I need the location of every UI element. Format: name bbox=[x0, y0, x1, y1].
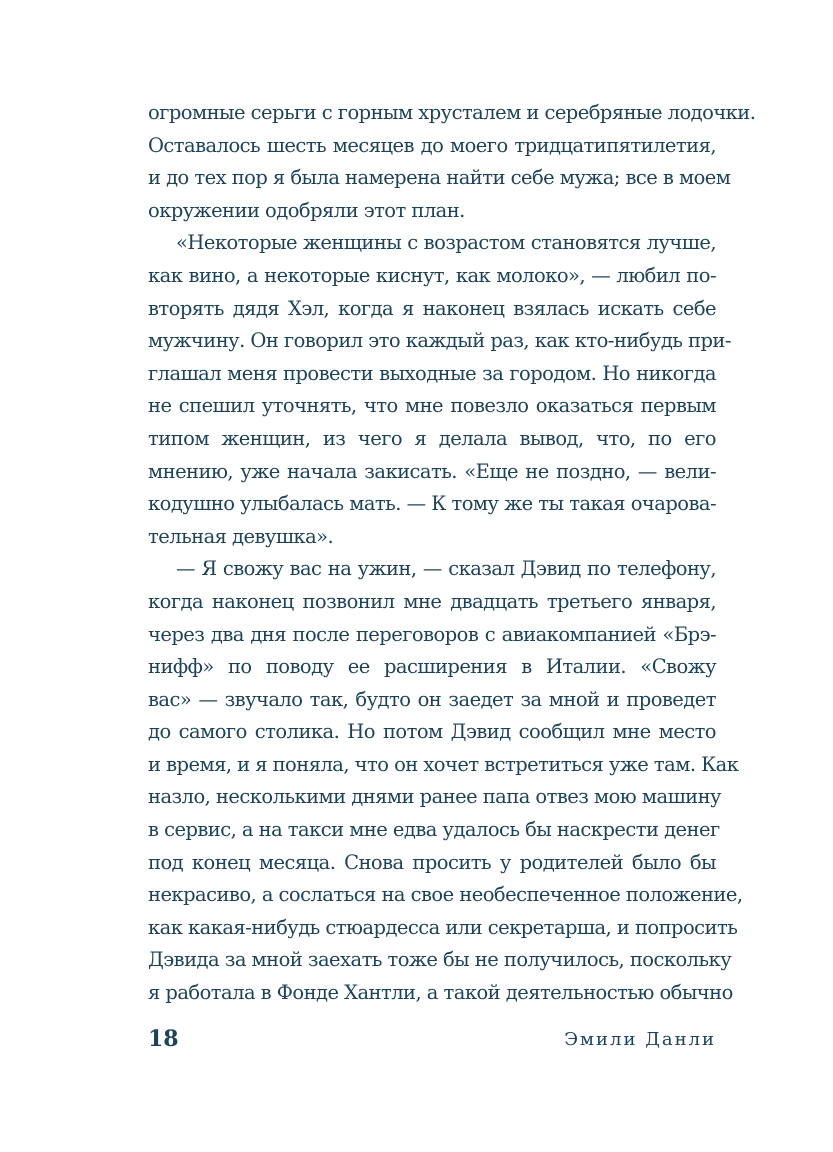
text-line: огромные серьги с горным хрусталем и серебряные лодочки. bbox=[148, 101, 756, 124]
text-line: я работала в Фонде Хантли, а такой деятельностью обычно bbox=[148, 981, 733, 1005]
text-line: кодушно улыбалась мать. — К тому же ты такая очарова- bbox=[148, 492, 716, 516]
text-line: вас» — звучало так, будто он заедет за мной и проведет bbox=[148, 687, 716, 711]
text-line: и до тех пор я была намерена найти себе мужа; все в моем bbox=[148, 166, 731, 190]
text-line: назло, несколькими днями ранее папа отвез мою машину bbox=[148, 785, 721, 809]
text-line: под конец месяца. Снова просить у родителей было бы bbox=[148, 850, 716, 874]
text-line: вторять дядя Хэл, когда я наконец взялась искать себе bbox=[148, 296, 716, 320]
text-line: как вино, а некоторые киснут, как молоко», — любил по- bbox=[148, 263, 716, 287]
text-line: некрасиво, а сослаться на свое необеспеченное положение, bbox=[148, 883, 743, 907]
text-line: не спешил уточнять, что мне повезло оказаться первым bbox=[148, 394, 716, 418]
text-line: Оставалось шесть месяцев до моего тридцатипятилетия, bbox=[148, 133, 716, 157]
text-line: до самого столика. Но потом Дэвид сообщил мне место bbox=[148, 720, 716, 744]
text-line: типом женщин, из чего я делала вывод, что, по его bbox=[148, 426, 716, 450]
text-line: Дэвида за мной заехать тоже бы не получилось, поскольку bbox=[148, 948, 732, 972]
text-line: — Я свожу вас на ужин, — сказал Дэвид по телефону, bbox=[176, 557, 716, 581]
text-line: «Некоторые женщины с возрастом становятся лучше, bbox=[176, 231, 716, 255]
text-line: тельная девушка». bbox=[148, 524, 334, 548]
text-line: и время, и я поняла, что он хочет встретиться уже там. Как bbox=[148, 752, 739, 776]
text-line: мужчину. Он говорил это каждый раз, как кто-нибудь при- bbox=[148, 329, 731, 353]
text-line: через два дня после переговоров с авиакомпанией «Брэ- bbox=[148, 622, 716, 646]
text-line: в сервис, а на такси мне едва удалось бы наскрести денег bbox=[148, 818, 720, 842]
text-line: как какая-нибудь стюардесса или секретарша, и попросить bbox=[148, 915, 738, 939]
page-text-block bbox=[148, 97, 756, 1010]
text-line: мнению, уже начала закисать. «Еще не поздно, — вели- bbox=[148, 459, 716, 483]
text-line: глашал меня провести выходные за городом. Но никогда bbox=[148, 361, 716, 385]
running-footer-author: Эмили Данли bbox=[564, 1029, 716, 1050]
page-number: 18 bbox=[148, 1026, 179, 1052]
text-line: окружении одобряли этот план. bbox=[148, 198, 465, 222]
text-line: нифф» по поводу ее расширения в Италии. «Свожу bbox=[148, 655, 716, 679]
text-line: когда наконец позвонил мне двадцать третьего января, bbox=[148, 589, 716, 613]
